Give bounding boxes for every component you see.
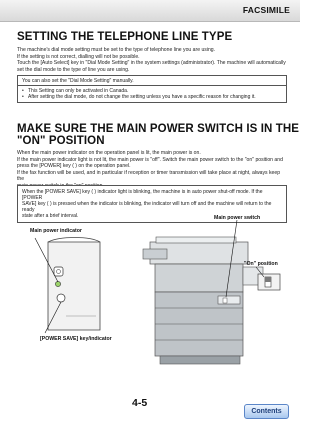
- contents-button[interactable]: Contents: [244, 404, 289, 419]
- section-heading-telephone-line: SETTING THE TELEPHONE LINE TYPE: [17, 31, 233, 43]
- operation-panel-illustration: [48, 238, 100, 331]
- main-power-switch-icon: [223, 298, 227, 303]
- note-bullet: • After setting the dial mode, do not change the setting unless you have a specific reason for changing it.: [22, 94, 282, 100]
- header-bar: [0, 0, 300, 22]
- heading-line: MAKE SURE THE MAIN POWER SWITCH IS IN THE: [17, 123, 300, 135]
- section1-line: Touch the [Auto Select] key in "Dial Mode Setting" in the system settings (administrator). The machine will automatically: [17, 60, 286, 67]
- section2-body: [17, 150, 287, 190]
- section2-line: When the main power indicator on the operation panel is lit, the main power is on.: [17, 150, 201, 156]
- power-key-icon: [54, 267, 63, 276]
- section-heading-main-power: [17, 123, 299, 147]
- section2-line: If the main power indicator light is not lit, the main power is "off". Switch the main power switch to the "on" position and: [17, 156, 283, 163]
- note-line: state after a brief interval.: [22, 213, 79, 220]
- note-line: SAVE] key ( ) is pressed when the indicator is blinking, the indicator will turn off and the machine will return to the ready: [22, 200, 272, 214]
- section1-line: If the setting is not correct, dialling will not be possible.: [17, 53, 140, 60]
- section1-line: set the dial mode to the type of line you are using.: [17, 66, 130, 73]
- power-save-key-icon: [57, 294, 65, 302]
- switch-closeup: [258, 274, 280, 290]
- dial-mode-note: You can also set the "Dial Mode Setting" manually.: [22, 77, 134, 84]
- label-power-save-key: [POWER SAVE] key/indicator: [40, 336, 112, 342]
- main-power-indicator-icon: [55, 281, 60, 286]
- chapter-title: FACSIMILE: [242, 5, 290, 15]
- section2-line: If the fax function will be used, and in particular if reception or timer transmission will take place at night, always keep the: [17, 169, 281, 183]
- label-main-power-indicator: Main power indicator: [30, 228, 82, 234]
- label-on-position: "On" position: [244, 261, 278, 267]
- section2-line: press the [POWER] key ( ) on the operation panel.: [17, 163, 131, 170]
- power-figure: [0, 212, 300, 382]
- section1-line: The machine's dial mode setting must be set to the type of telephone line you are using.: [17, 47, 216, 53]
- heading-line: "ON" POSITION: [17, 135, 105, 147]
- note-bullet: • This Setting can only be activated in Canada.: [22, 88, 282, 94]
- copier-illustration: [143, 237, 263, 364]
- section1-body: [17, 47, 287, 73]
- label-main-power-switch: Main power switch: [214, 215, 261, 221]
- section1-note-box: [17, 75, 287, 103]
- notes-list: [18, 85, 286, 102]
- note-line: When the [POWER SAVE] key ( ) indicator light is blinking, the machine is in auto power shut-off mode. If the [POWER: [22, 188, 263, 201]
- page-number: 4-5: [132, 397, 148, 409]
